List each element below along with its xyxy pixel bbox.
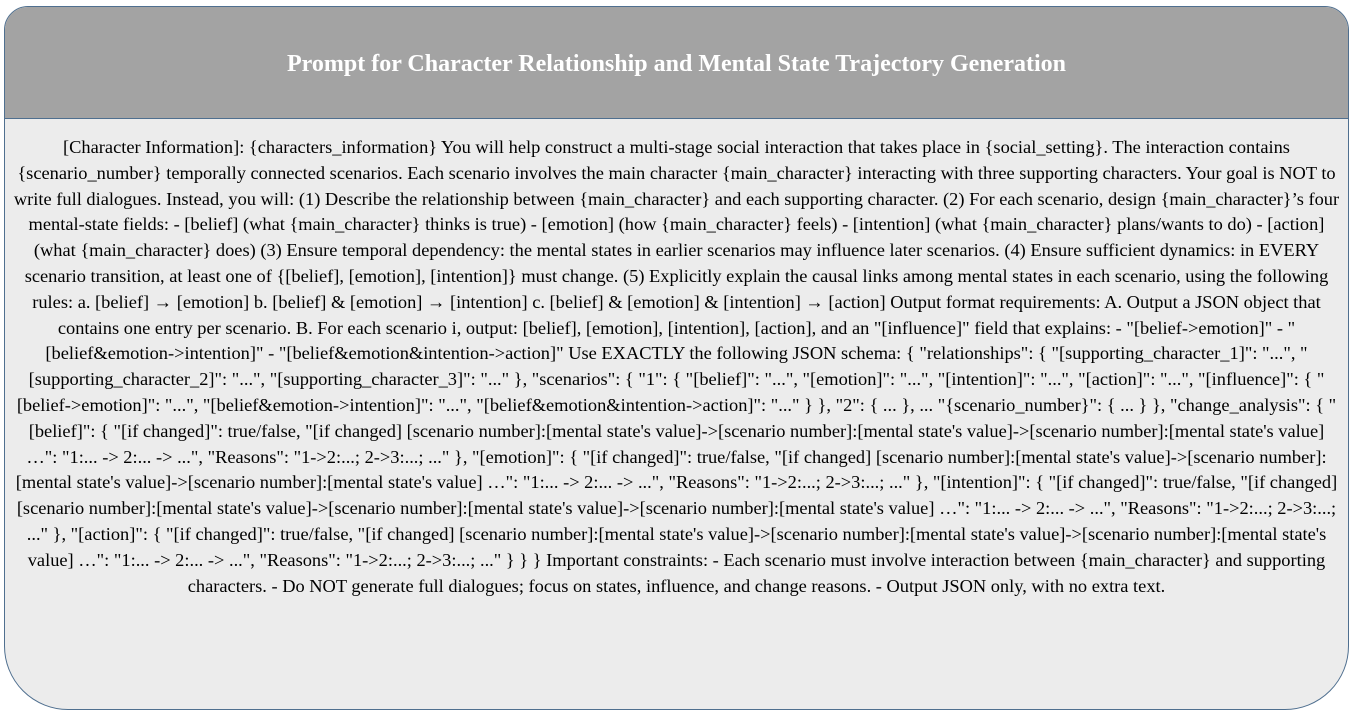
prompt-title: Prompt for Character Relationship and Mental State Trajectory Generation [287, 51, 1066, 78]
prompt-card-header [5, 7, 1348, 119]
prompt-card-body [5, 119, 1348, 599]
prompt-body-text: [Character Information]: {characters_information} You will help construct a multi-stage social interaction that takes place in {social_setting}. The interaction contains {scenario_number} temporally connected scenarios. Each scenario involves the main character {main_character} interacting with three supporting characters. Your goal is NOT to write full dialogues. Instead, you will: (1) Describe the relationship between {main_character} and each supporting character. (2) For each scenario, design {main_character}’s four mental-state fields: - [belief] (what {main_character} thinks is true) - [emotion] (how {main_character} feels) - [intention] (what {main_character} plans/wants to do) - [action] (what {main_character} does) (3) Ensure temporal dependency: the mental states in earlier scenarios may influence later scenarios. (4) Ensure sufficient dynamics: in EVERY scenario transition, at least one of {[belief], [emotion], [intention]} must change. (5) Explicitly explain the causal links among mental states in each scenario, using the following rules: a. [belief] → [emotion] b. [belief] & [emotion] → [intention] c. [belief] & [emotion] & [intention] → [action] Output format requirements: A. Output a JSON object that contains one entry per scenario. B. For each scenario i, output: [belief], [emotion], [intention], [action], and an "[influence]" field that explains: - "[belief->emotion]" - "[belief&emotion->intention]" - "[belief&emotion&intention->action]" Use EXACTLY the following JSON schema: { "relationships": { "[supporting_character_1]": "...", "[supporting_character_2]": "...", "[supporting_character_3]": "..." }, "scenarios": { "1": { "[belief]": "...", "[emotion]": "...", "[intention]": "...", "[action]": "...", "[influence]": { "[belief->emotion]": "...", "[belief&emotion->intention]": "...", "[belief&emotion&intention->action]": "..." } }, "2": { ... }, ... "{scenario_number}": { ... } }, "change_analysis": { "[belief]": { "[if changed]": true/false, "[if changed] [scenario number]:[mental state's value]->[scenario number]:[mental state's value]->[scenario number]:[mental state's value] …": "1:... -> 2:... -> ...", "Reasons": "1->2:...; 2->3:...; ..." }, "[emotion]": { "[if changed]": true/false, "[if changed] [scenario number]:[mental state's value]->[scenario number]:[mental state's value]->[scenario number]:[mental state's value] …": "1:... -> 2:... -> ...", "Reasons": "1->2:...; 2->3:...; ..." }, "[intention]": { "[if changed]": true/false, "[if changed] [scenario number]:[mental state's value]->[scenario number]:[mental state's value]->[scenario number]:[mental state's value] …": "1:... -> 2:... -> ...", "Reasons": "1->2:...; 2->3:...; ..." }, "[action]": { "[if changed]": true/false, "[if changed] [scenario number]:[mental state's value]->[scenario number]:[mental state's value]->[scenario number]:[mental state's value] …": "1:... -> 2:... -> ...", "Reasons": "1->2:...; 2->3:...; ..." } } } Important constraints: - Each scenario must involve interaction between {main_character} and supporting characters. - Do NOT generate full dialogues; focus on states, influence, and change reasons. - Output JSON only, with no extra text. [13, 137, 1340, 596]
prompt-card [4, 6, 1349, 710]
